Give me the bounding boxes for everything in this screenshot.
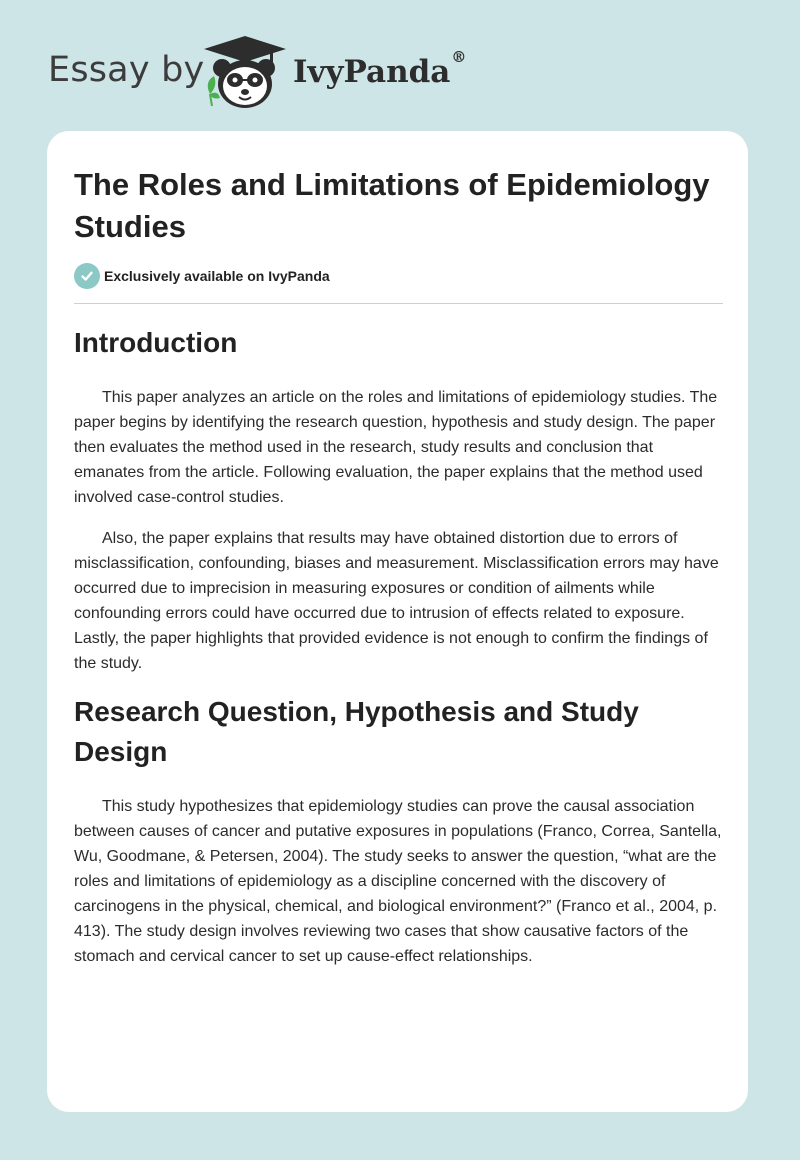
exclusive-label: Exclusively available on IvyPanda [104, 268, 330, 284]
brand-name-text: IvyPanda [293, 54, 451, 90]
brand-name[interactable] [293, 48, 467, 90]
section-heading: Introduction [74, 327, 238, 358]
paragraph: This study hypothesizes that epidemiology studies can prove the causal association between causes of cancer and putative exposures in populations (Franco, Correa, Santella, Wu, Goodmane, & Petersen, 2004). The study seeks to answer the question, “what are the roles and limitations of epidemiology as a discipline concerned with the discovery of carcinogens in the physical, chemical, and biological environment?” (Franco et al., 2004, p. 413). The study design involves reviewing two cases that show causative factors of the stomach and cervical cancer to set up cause-effect relationships. [74, 798, 722, 965]
divider [74, 303, 723, 304]
essay-title: The Roles and Limitations of Epidemiology Studies [74, 167, 710, 244]
panda-logo-icon[interactable] [200, 34, 290, 110]
essay-by-label: Essay by [48, 50, 205, 90]
paragraph: Also, the paper explains that results may have obtained distortion due to errors of misclassification, confounding, biases and measurement. Misclassification errors may have occurred due to imprecision in measuring exposures or condition of ailments while confounding errors could have occurred due to intrusion of effects related to exposure. Lastly, the paper highlights that provided evidence is not enough to confirm the findings of the study. [74, 530, 719, 672]
essay-card [47, 131, 748, 1112]
exclusive-badge [74, 263, 330, 289]
section-research-question [74, 692, 724, 969]
section-heading: Research Question, Hypothesis and Study Design [74, 696, 639, 767]
paragraph: This paper analyzes an article on the roles and limitations of epidemiology studies. The paper begins by identifying the research question, hypothesis and study design. The paper then evaluates the method used in the research, study results and conclusion that emanates from the article. Following evaluation, the paper explains that the method used involved case-control studies. [74, 389, 718, 506]
checkmark-icon [74, 263, 100, 289]
registered-mark: ® [451, 48, 467, 66]
site-header [0, 0, 800, 130]
section-introduction [74, 323, 724, 676]
